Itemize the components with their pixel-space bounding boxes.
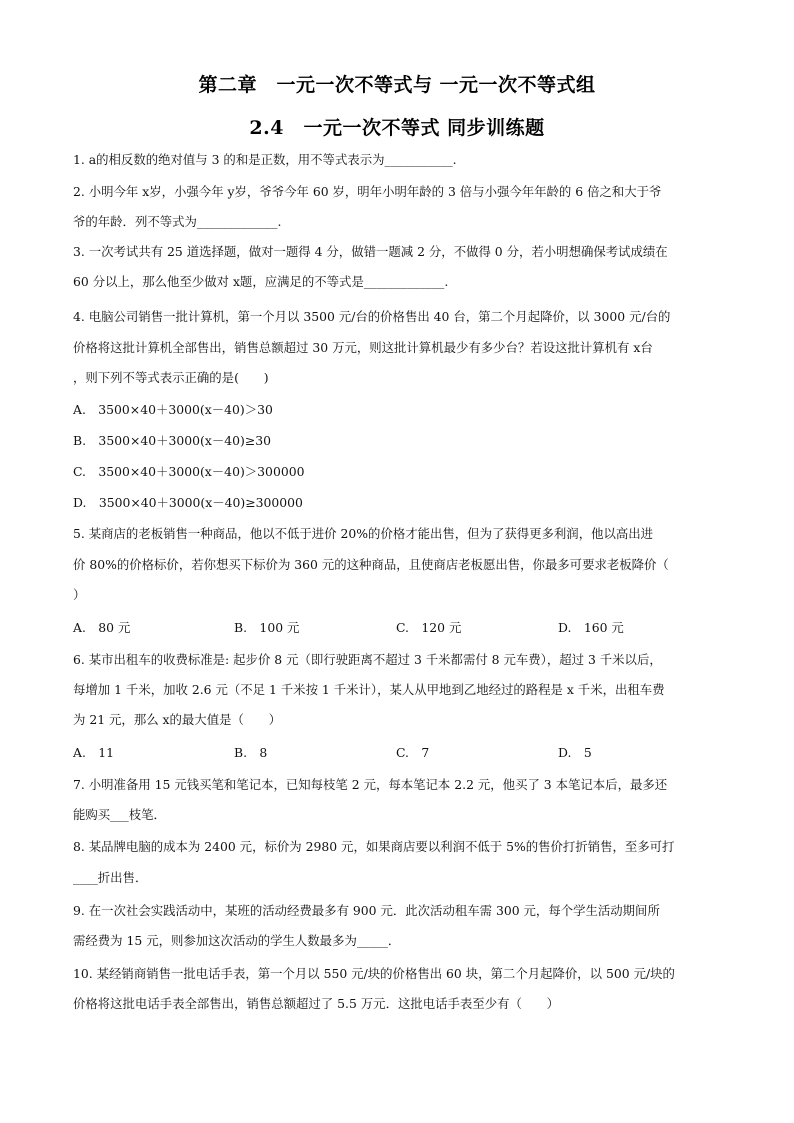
q5-line-1: 5. 某商店的老板销售一种商品，他以不低于进价 20%的价格才能出售，但为了获得更多利润，他以高出进 [73,526,654,541]
chapter-title: 第二章 一元一次不等式与 一元一次不等式组 [198,74,596,96]
q3-line-2: 60 分以上，那么他至少做对 x题，应满足的不等式是_____________. [73,274,449,289]
q7-line-2: 能购买___枝笔． [73,807,166,822]
q4-option-a: A. 3500×40＋3000(x－40)＞30 [73,402,273,417]
q5-line-3: ） [73,587,86,602]
q5-option-a: A. 80 元 [73,620,131,635]
q10-line-2: 价格将这批电话手表全部售出，销售总额超过了 5.5 万元．这批电话手表至少有（ ） [73,996,560,1011]
q9-line-2: 需经费为 15 元，则参加这次活动的学生人数最多为_____． [73,933,401,948]
q6-line-1: 6. 某市出租车的收费标准是: 起步价 8 元（即行驶距离不超过 3 千米都需付 8 元车费），超过 3 千米以后， [73,652,662,667]
q4-line-2: 价格将这批计算机全部售出，销售总额超过 30 万元，则这批计算机最少有多少台？若设这批计算机有 x台 [73,340,653,355]
q9-line-1: 9. 在一次社会实践活动中，某班的活动经费最多有 900 元．此次活动租车需 300 元，每个学生活动期间所 [73,903,660,918]
q7-line-1: 7. 小明准备用 15 元钱买笔和笔记本，已知每枝笔 2 元，每本笔记本 2.2 元，他买了 3 本笔记本后，最多还 [73,777,668,792]
q4-line-3: ，则下列不等式表示正确的是( ) [73,370,269,385]
q5-option-b: B. 100 元 [234,620,300,635]
q6-option-a: A. 11 [73,745,115,760]
q6-line-3: 为 21 元，那么 x的最大值是（ ） [73,712,282,727]
q5-option-c: C. 120 元 [396,620,462,635]
q5-line-2: 价 80%的价格标价，若你想买下标价为 360 元的这种商品，且使商店老板愿出售，你最多可要求老板降价（ [73,557,669,572]
q6-option-b: B. 8 [234,745,268,760]
q4-line-1: 4. 电脑公司销售一批计算机，第一个月以 3500 元/台的价格售出 40 台，第二个月起降价，以 3000 元/台的 [73,309,671,324]
q4-option-d: D. 3500×40＋3000(x－40)≥300000 [73,495,303,510]
q1-line: 1. a的相反数的绝对值与 3 的和是正数，用不等式表示为___________. [73,152,457,167]
section-title: 2.4 一元一次不等式 同步训练题 [249,117,545,139]
q4-option-b: B. 3500×40＋3000(x－40)≥30 [73,433,272,448]
q3-line-1: 3. 一次考试共有 25 道选择题，做对一题得 4 分，做错一题减 2 分，不做得 0 分，若小明想确保考试成绩在 [73,244,668,259]
q6-option-c: C. 7 [396,745,430,760]
q8-line-1: 8. 某品牌电脑的成本为 2400 元，标价为 2980 元，如果商店要以利润不低于 5%的售价打折销售，至多可打 [73,839,675,854]
q10-line-1: 10. 某经销商销售一批电话手表，第一个月以 550 元/块的价格售出 60 块，第二个月起降价，以 500 元/块的 [73,966,675,981]
q5-option-d: D. 160 元 [558,620,624,635]
q6-option-d: D. 5 [558,745,592,760]
q2-line-1: 2. 小明今年 x岁，小强今年 y岁，爷爷今年 60 岁，明年小明年龄的 3 倍与小强今年年龄的 6 倍之和大于爷 [73,184,662,199]
q2-line-2: 爷的年龄．列不等式为_____________. [73,214,282,229]
q6-line-2: 每增加 1 千米，加收 2.6 元（不足 1 千米按 1 千米计），某人从甲地到乙地经过的路程是 x 千米，出租车费 [73,682,665,697]
q4-option-c: C. 3500×40＋3000(x－40)＞300000 [73,464,305,479]
q8-line-2: ____折出售． [73,870,148,885]
